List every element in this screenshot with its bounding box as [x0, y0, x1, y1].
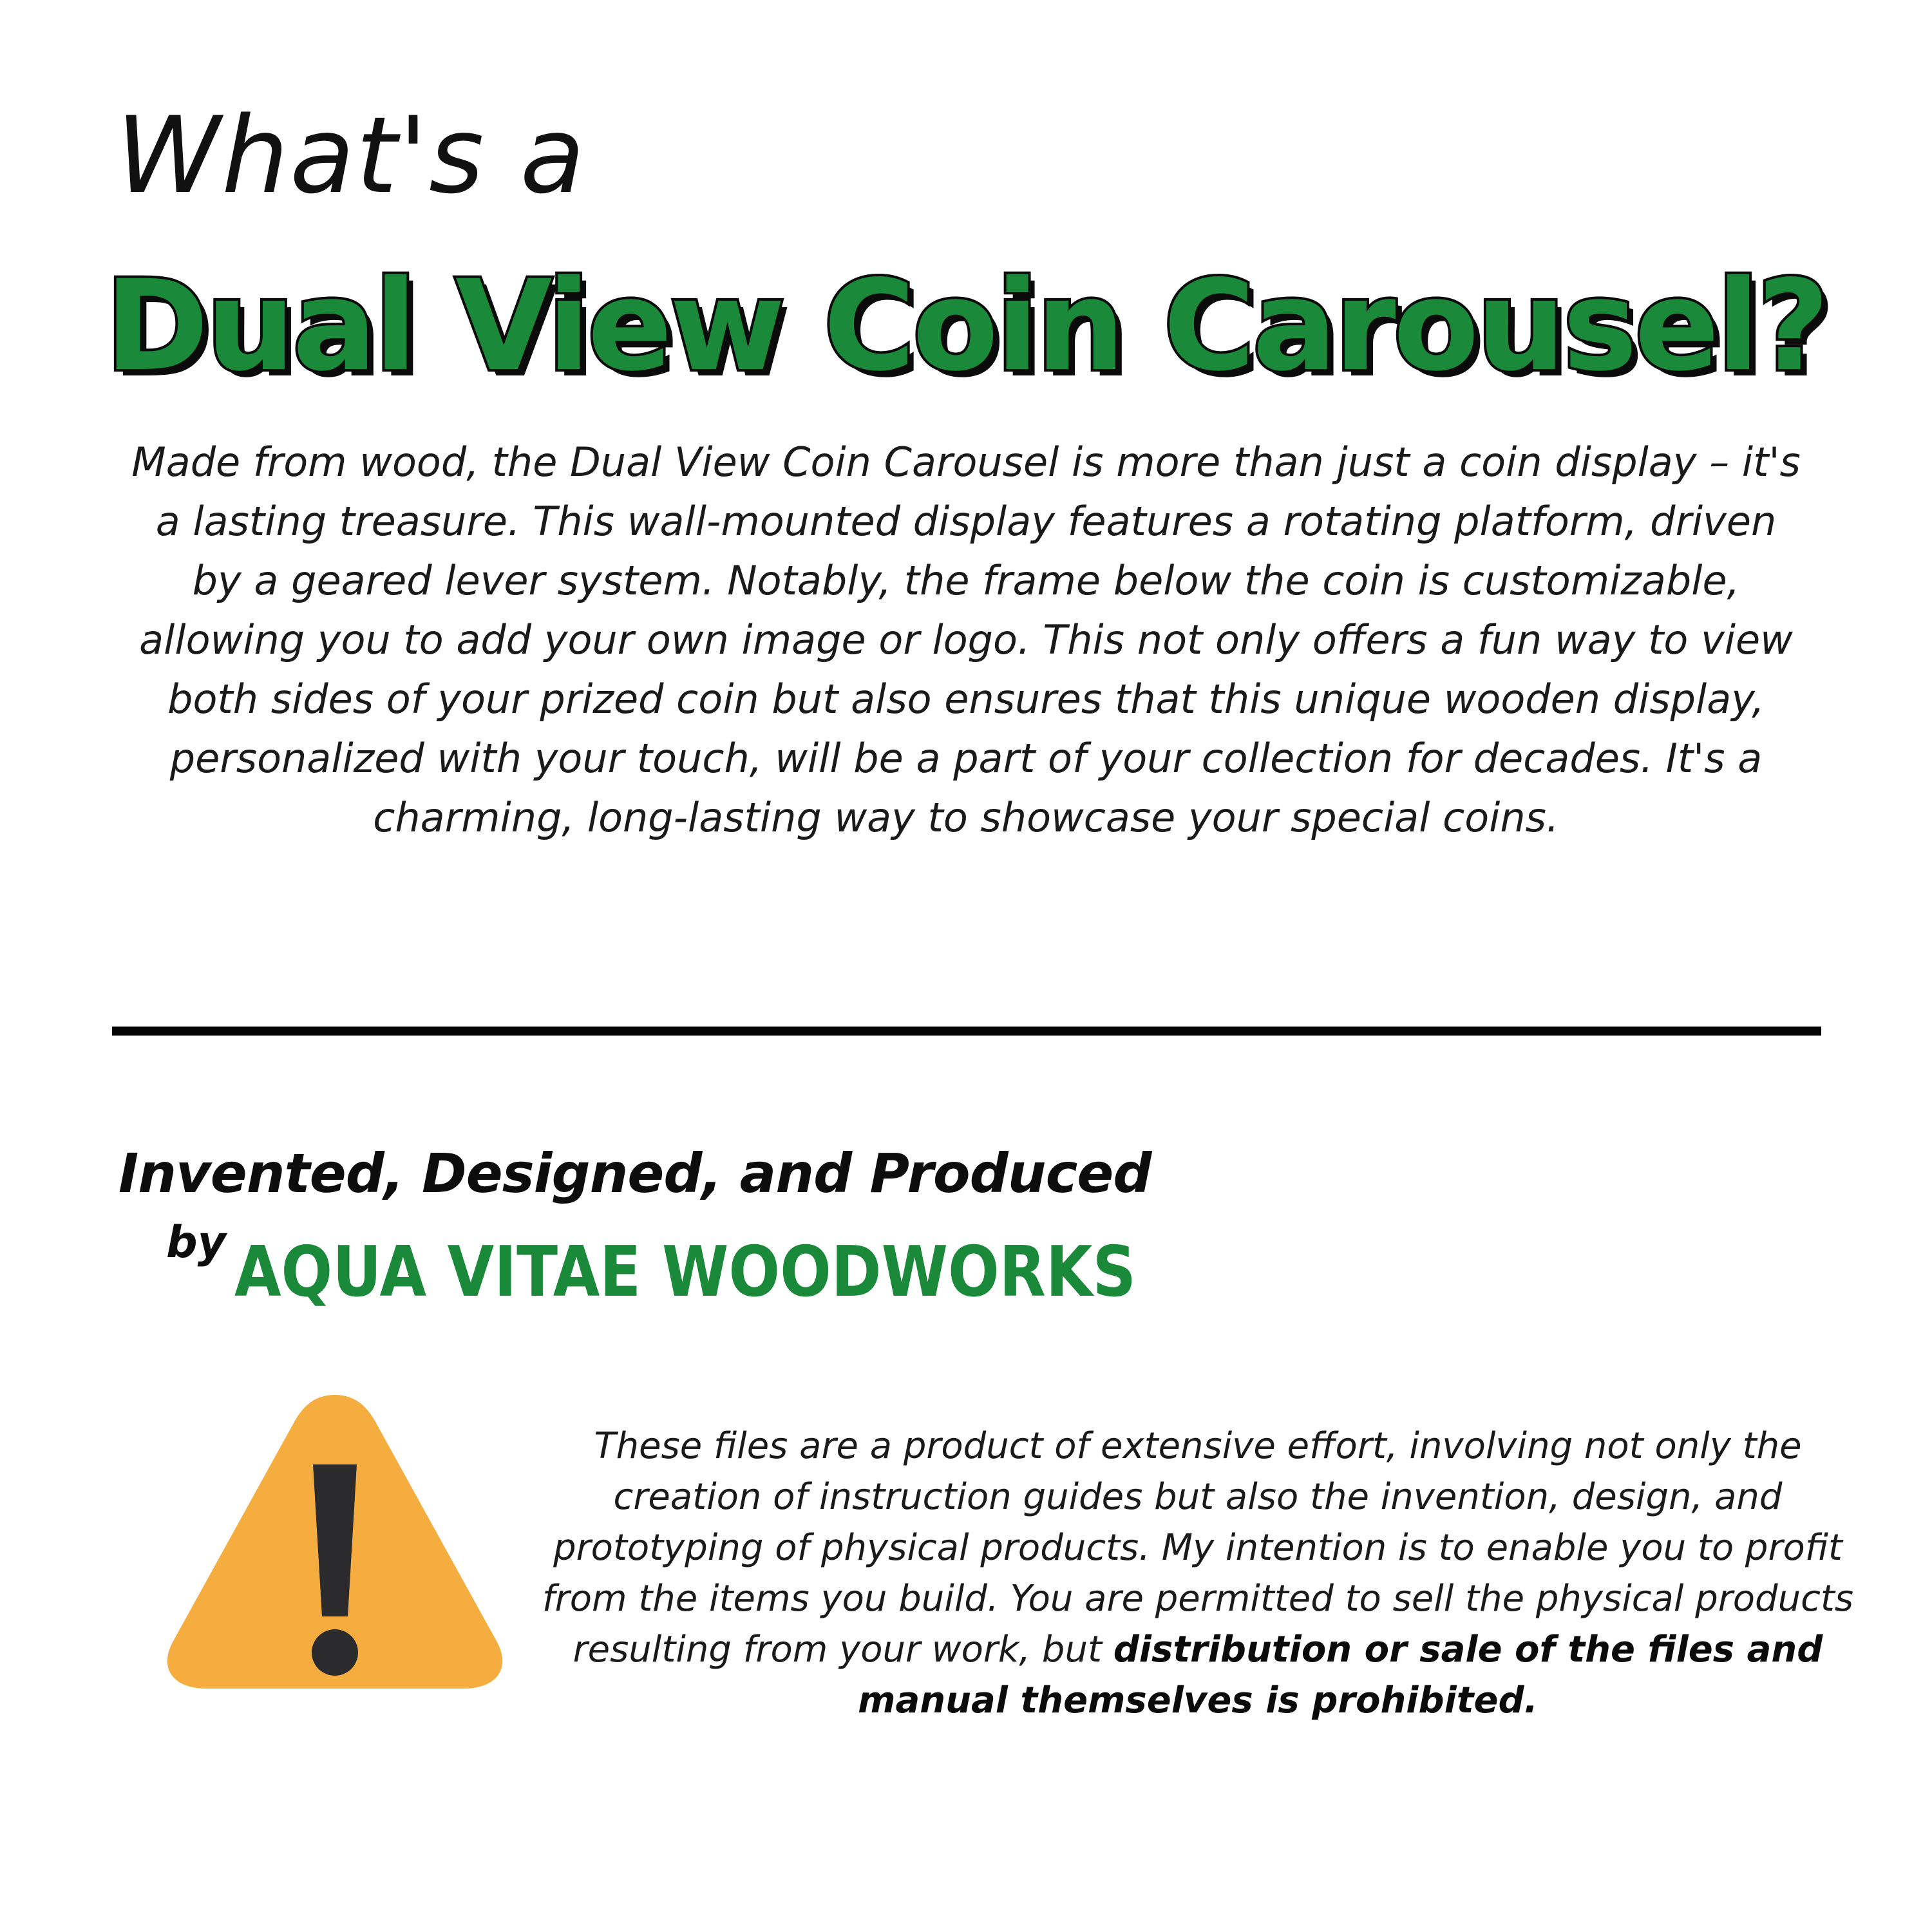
- section-divider: [112, 1027, 1821, 1036]
- usage-notice: [541, 1421, 1855, 1726]
- company-name: [234, 1224, 1136, 1312]
- credit-by: by: [166, 1217, 227, 1268]
- usage-notice-text: These files are a product of extensive effort, involving not only the creation of instruction guides but also the invention, design, and prototyping of physical products. My intention is to enable you to profit from the items you build. You are permitted to sell the physical products resulting from your work, but: [542, 1425, 1854, 1671]
- page-title: Dual View Coin Carousel?: [105, 253, 1827, 399]
- usage-notice-emphasis: distribution or sale of the files and manual themselves is prohibited.: [858, 1629, 1823, 1721]
- credit-line: Invented, Designed, and Produced: [118, 1142, 1151, 1205]
- exclamation-dot: [312, 1629, 358, 1676]
- product-description: Made from wood, the Dual View Coin Carousel is more than just a coin display – it's a lasting treasure. This wall-mounted display features a rotating platform, driven by a geared lever system. Notably, the frame below the coin is customizable, allowing you to add your own image or logo. This not only offers a fun way to view both sides of your prized coin but also ensures that this unique wooden display, personalized with your touch, will be a part of your collection for decades. It's a charming, long-lasting way to showcase your special coins.: [131, 439, 1801, 841]
- warning-icon: [161, 1385, 509, 1700]
- heading-intro: What's a: [116, 94, 587, 217]
- company-name-text: AQUA VITAE WOODWORKS: [234, 1232, 1136, 1312]
